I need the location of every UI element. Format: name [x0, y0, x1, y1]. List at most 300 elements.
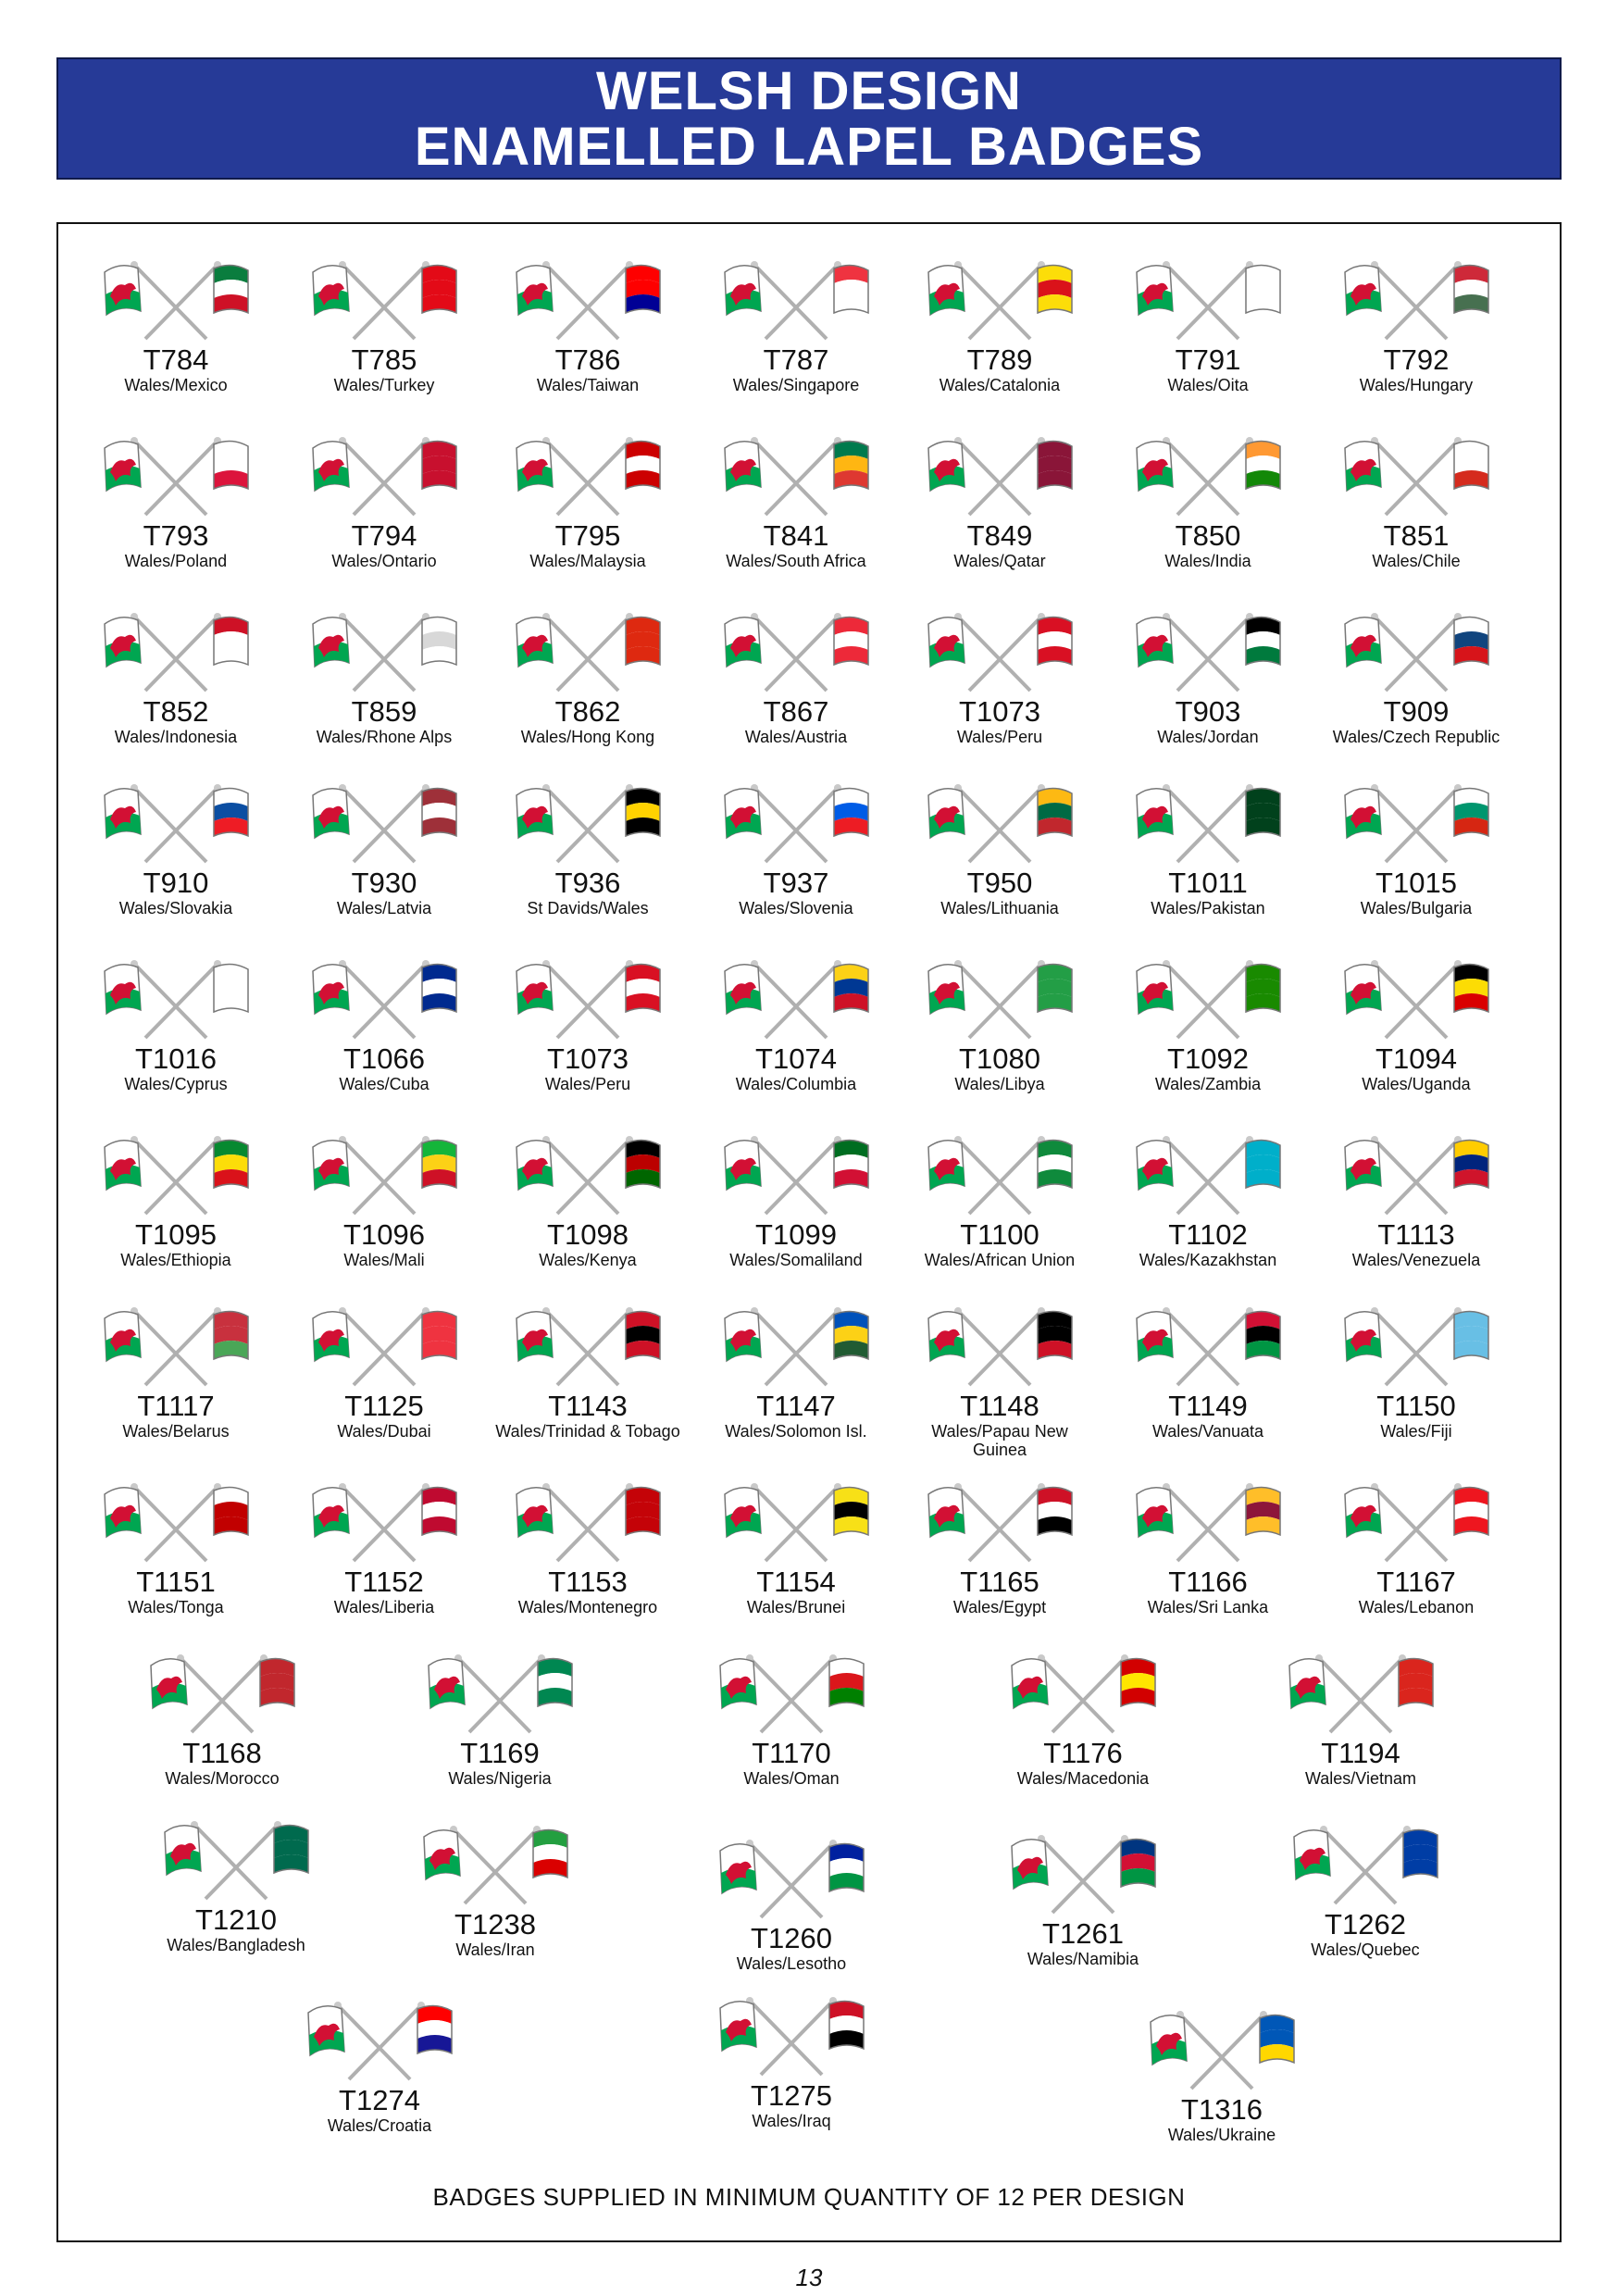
- badge-item: [79, 611, 273, 746]
- badge-country-label: Wales/Vanuata: [1151, 1422, 1264, 1441]
- badge-code: T1261: [1042, 1917, 1124, 1950]
- badge-code: T851: [1383, 519, 1450, 552]
- badge-item: [282, 2000, 477, 2135]
- crossed-flags-badge-icon: [421, 1653, 579, 1736]
- badge-country-label: Wales/Malaysia: [529, 552, 646, 570]
- badge-country-label: Wales/Namibia: [1027, 1950, 1139, 1968]
- badge-country-label: Wales/Lesotho: [736, 1954, 847, 1973]
- badge-country-label: Wales/Zambia: [1154, 1075, 1262, 1093]
- welsh-flag-icon: [1151, 2015, 1187, 2065]
- badge-country-label: Wales/Sri Lanka: [1147, 1598, 1269, 1616]
- badge-item: [491, 611, 685, 746]
- welsh-flag-icon: [105, 1488, 141, 1537]
- badge-country-label: Wales/Mali: [343, 1251, 425, 1269]
- crossed-flags-badge-icon: [1129, 958, 1287, 1042]
- crossed-flags-badge-icon: [97, 611, 255, 694]
- badge-item: [491, 958, 685, 1093]
- badge-country-label: Wales/Ukraine: [1167, 2126, 1276, 2144]
- badge-code: T1080: [959, 1042, 1040, 1075]
- title-line-1: WELSH DESIGN: [596, 61, 1022, 121]
- welsh-flag-icon: [517, 618, 553, 667]
- badge-code: T1150: [1376, 1390, 1456, 1422]
- badge-item: [699, 1134, 893, 1269]
- partner-flag-icon: [626, 265, 660, 313]
- badge-code: T1151: [136, 1566, 216, 1598]
- partner-flag-icon: [1246, 441, 1280, 489]
- badge-country-label: Wales/Croatia: [327, 2116, 432, 2135]
- partner-flag-icon: [626, 788, 660, 836]
- partner-flag-icon: [834, 617, 868, 665]
- partner-flag-icon: [834, 788, 868, 836]
- badge-item: [287, 1305, 481, 1441]
- partner-flag-icon: [533, 1829, 567, 1878]
- badge-country-label: Wales/Liberia: [333, 1598, 435, 1616]
- partner-flag-icon: [1454, 964, 1488, 1012]
- crossed-flags-badge-icon: [921, 435, 1078, 518]
- badge-country-label: Wales/Vietnam: [1304, 1769, 1417, 1788]
- welsh-flag-icon: [928, 789, 965, 838]
- crossed-flags-badge-icon: [305, 958, 463, 1042]
- partner-flag-icon: [829, 1658, 864, 1706]
- partner-flag-icon: [1121, 1839, 1155, 1887]
- welsh-flag-icon: [105, 1312, 141, 1361]
- badge-item: [1111, 1305, 1305, 1441]
- badge-country-label: Wales/Cuba: [339, 1075, 429, 1093]
- partner-flag-icon: [1246, 788, 1280, 836]
- badge-code: T785: [351, 343, 417, 376]
- badge-item: [1319, 1481, 1513, 1616]
- partner-flag-icon: [214, 617, 248, 665]
- welsh-flag-icon: [313, 442, 349, 491]
- badge-code: T1102: [1168, 1218, 1248, 1251]
- partner-flag-icon: [1038, 1487, 1072, 1535]
- welsh-flag-icon: [313, 789, 349, 838]
- welsh-flag-icon: [1137, 266, 1173, 315]
- badge-code: T1098: [547, 1218, 629, 1251]
- badge-country-label: Wales/Quebec: [1311, 1940, 1420, 1959]
- badge-country-label: Wales/Cyprus: [124, 1075, 228, 1093]
- welsh-flag-icon: [105, 789, 141, 838]
- badge-country-label: Wales/Peru: [544, 1075, 631, 1093]
- partner-flag-icon: [422, 1487, 456, 1535]
- partner-flag-icon: [1038, 441, 1072, 489]
- crossed-flags-badge-icon: [1004, 1833, 1162, 1916]
- badge-code: T1100: [960, 1218, 1039, 1251]
- welsh-flag-icon: [313, 1488, 349, 1537]
- badge-code: T1148: [960, 1390, 1039, 1422]
- crossed-flags-badge-icon: [1287, 1824, 1444, 1907]
- partner-flag-icon: [422, 1311, 456, 1359]
- crossed-flags-badge-icon: [1129, 782, 1287, 866]
- crossed-flags-badge-icon: [1338, 1481, 1495, 1565]
- partner-flag-icon: [1403, 1829, 1438, 1878]
- crossed-flags-badge-icon: [713, 1838, 870, 1921]
- crossed-flags-badge-icon: [305, 435, 463, 518]
- badge-item: [491, 435, 685, 570]
- partner-flag-icon: [1246, 1487, 1280, 1535]
- welsh-flag-icon: [105, 266, 141, 315]
- badge-country-label: Wales/Chile: [1372, 552, 1461, 570]
- badge-country-label: Wales/Slovenia: [739, 899, 853, 917]
- crossed-flags-badge-icon: [509, 958, 666, 1042]
- badge-country-label: Wales/Solomon Isl.: [725, 1422, 867, 1441]
- badge-item: [1319, 1305, 1513, 1441]
- badge-item: [694, 1838, 889, 1973]
- badge-code: T909: [1383, 695, 1450, 728]
- crossed-flags-badge-icon: [1129, 611, 1287, 694]
- badge-item: [699, 259, 893, 394]
- crossed-flags-badge-icon: [97, 259, 255, 343]
- badge-country-label: Wales/South Africa: [726, 552, 866, 570]
- badge-country-label: Wales/Latvia: [336, 899, 432, 917]
- crossed-flags-badge-icon: [1129, 1134, 1287, 1217]
- badge-code: T1095: [135, 1218, 217, 1251]
- badge-country-label: Wales/Hungary: [1359, 376, 1474, 394]
- partner-flag-icon: [422, 441, 456, 489]
- welsh-flag-icon: [517, 1312, 553, 1361]
- badge-item: [287, 259, 481, 394]
- welsh-flag-icon: [313, 965, 349, 1014]
- welsh-flag-icon: [313, 1312, 349, 1361]
- partner-flag-icon: [834, 441, 868, 489]
- badge-country-label: Wales/Catalonia: [939, 376, 1061, 394]
- badge-code: T867: [763, 695, 829, 728]
- crossed-flags-badge-icon: [97, 958, 255, 1042]
- badge-country-label: Wales/Turkey: [333, 376, 435, 394]
- welsh-flag-icon: [725, 1312, 761, 1361]
- welsh-flag-icon: [928, 442, 965, 491]
- badge-item: [398, 1824, 592, 1959]
- welsh-flag-icon: [105, 1141, 141, 1190]
- crossed-flags-badge-icon: [921, 611, 1078, 694]
- crossed-flags-badge-icon: [509, 782, 666, 866]
- crossed-flags-badge-icon: [921, 1305, 1078, 1389]
- crossed-flags-badge-icon: [717, 435, 875, 518]
- page-number: 13: [795, 2264, 823, 2291]
- badge-code: T1210: [195, 1903, 277, 1936]
- badge-item: [287, 782, 481, 917]
- welsh-flag-icon: [517, 789, 553, 838]
- badge-item: [491, 1134, 685, 1269]
- partner-flag-icon: [1246, 1140, 1280, 1188]
- welsh-flag-icon: [424, 1830, 460, 1879]
- badge-country-label: Wales/Trinidad & Tobago: [495, 1422, 680, 1441]
- partner-flag-icon: [1038, 1140, 1072, 1188]
- welsh-flag-icon: [725, 1141, 761, 1190]
- welsh-flag-icon: [1345, 1312, 1381, 1361]
- badge-country-label: Wales/Libya: [954, 1075, 1045, 1093]
- badge-country-label: Wales/Lithuania: [940, 899, 1059, 917]
- welsh-flag-icon: [165, 1826, 201, 1875]
- welsh-flag-icon: [151, 1659, 187, 1708]
- badge-item: [79, 782, 273, 917]
- badge-code: T1074: [755, 1042, 837, 1075]
- partner-flag-icon: [1038, 617, 1072, 665]
- badge-item: [287, 611, 481, 746]
- crossed-flags-badge-icon: [1338, 958, 1495, 1042]
- welsh-flag-icon: [313, 1141, 349, 1190]
- badge-code: T1073: [959, 695, 1040, 728]
- crossed-flags-badge-icon: [717, 958, 875, 1042]
- welsh-flag-icon: [1345, 618, 1381, 667]
- badge-code: T849: [966, 519, 1033, 552]
- badge-country-label: Wales/Macedonia: [1016, 1769, 1150, 1788]
- badge-item: [699, 1481, 893, 1616]
- welsh-flag-icon: [429, 1659, 465, 1708]
- crossed-flags-badge-icon: [301, 2000, 458, 2083]
- badge-code: T1066: [343, 1042, 425, 1075]
- welsh-flag-icon: [720, 1659, 756, 1708]
- crossed-flags-badge-icon: [1338, 782, 1495, 866]
- partner-flag-icon: [538, 1658, 572, 1706]
- badge-item: [902, 1481, 1097, 1616]
- badge-item: [287, 1481, 481, 1616]
- welsh-flag-icon: [1012, 1840, 1048, 1889]
- partner-flag-icon: [829, 2001, 864, 2049]
- welsh-flag-icon: [105, 618, 141, 667]
- crossed-flags-badge-icon: [1282, 1653, 1439, 1736]
- partner-flag-icon: [834, 1311, 868, 1359]
- partner-flag-icon: [214, 964, 248, 1012]
- badge-country-label: Wales/Montenegro: [517, 1598, 658, 1616]
- badge-country-label: Wales/Venezuela: [1351, 1251, 1481, 1269]
- badge-country-label: Wales/Czech Republic: [1332, 728, 1500, 746]
- partner-flag-icon: [626, 1311, 660, 1359]
- partner-flag-icon: [274, 1825, 308, 1873]
- minimum-quantity-note: BADGES SUPPLIED IN MINIMUM QUANTITY OF 12 PER DESIGN: [432, 2183, 1186, 2211]
- welsh-flag-icon: [1012, 1659, 1048, 1708]
- badge-code: T1015: [1375, 867, 1457, 899]
- badge-code: T1166: [1168, 1566, 1248, 1598]
- crossed-flags-badge-icon: [717, 611, 875, 694]
- partner-flag-icon: [834, 1487, 868, 1535]
- badge-code: T791: [1175, 343, 1241, 376]
- badge-country-label: Wales/Ontario: [331, 552, 437, 570]
- welsh-flag-icon: [725, 965, 761, 1014]
- badge-item: [902, 435, 1097, 570]
- badge-item: [902, 259, 1097, 394]
- partner-flag-icon: [626, 441, 660, 489]
- welsh-flag-icon: [313, 266, 349, 315]
- badge-item: [699, 611, 893, 746]
- badge-item: [1111, 435, 1305, 570]
- welsh-flag-icon: [1137, 965, 1173, 1014]
- crossed-flags-badge-icon: [417, 1824, 574, 1907]
- badge-country-label: Wales/Nigeria: [448, 1769, 552, 1788]
- badge-item: [986, 1833, 1180, 1968]
- badge-country-label: Wales/Tonga: [128, 1598, 224, 1616]
- crossed-flags-badge-icon: [1143, 2009, 1301, 2092]
- partner-flag-icon: [1260, 2015, 1294, 2063]
- crossed-flags-badge-icon: [717, 782, 875, 866]
- welsh-flag-icon: [1137, 1141, 1173, 1190]
- badge-item: [699, 958, 893, 1093]
- partner-flag-icon: [1246, 617, 1280, 665]
- partner-flag-icon: [1121, 1658, 1155, 1706]
- partner-flag-icon: [214, 265, 248, 313]
- badge-code: T1170: [752, 1737, 831, 1769]
- badge-code: T1176: [1043, 1737, 1123, 1769]
- badge-item: [902, 782, 1097, 917]
- crossed-flags-badge-icon: [509, 1481, 666, 1565]
- welsh-flag-icon: [1294, 1830, 1330, 1879]
- badge-code: T1113: [1377, 1218, 1455, 1251]
- welsh-flag-icon: [1137, 618, 1173, 667]
- badge-country-label: Wales/Brunei: [746, 1598, 846, 1616]
- partner-flag-icon: [834, 1140, 868, 1188]
- welsh-flag-icon: [928, 618, 965, 667]
- crossed-flags-badge-icon: [97, 782, 255, 866]
- crossed-flags-badge-icon: [97, 435, 255, 518]
- partner-flag-icon: [422, 265, 456, 313]
- partner-flag-icon: [214, 441, 248, 489]
- partner-flag-icon: [1454, 1140, 1488, 1188]
- welsh-flag-icon: [517, 1488, 553, 1537]
- badge-code: T784: [143, 343, 209, 376]
- badge-country-label: Wales/Kenya: [539, 1251, 637, 1269]
- badge-country-label: Wales/Oita: [1167, 376, 1249, 394]
- badge-code: T841: [763, 519, 829, 552]
- welsh-flag-icon: [517, 965, 553, 1014]
- badge-country-label: Wales/Hong Kong: [520, 728, 655, 746]
- badge-item: [1319, 611, 1513, 746]
- welsh-flag-icon: [725, 266, 761, 315]
- badge-item: [1111, 611, 1305, 746]
- crossed-flags-badge-icon: [921, 1481, 1078, 1565]
- badge-country-label: Wales/Bulgaria: [1360, 899, 1473, 917]
- partner-flag-icon: [1454, 1487, 1488, 1535]
- crossed-flags-badge-icon: [157, 1819, 315, 1903]
- crossed-flags-badge-icon: [305, 611, 463, 694]
- badge-item: [1111, 1134, 1305, 1269]
- badge-code: T1016: [135, 1042, 217, 1075]
- crossed-flags-badge-icon: [305, 1481, 463, 1565]
- crossed-flags-badge-icon: [1338, 1305, 1495, 1389]
- badge-code: T1260: [751, 1922, 832, 1954]
- badge-code: T1073: [547, 1042, 629, 1075]
- welsh-flag-icon: [1345, 1488, 1381, 1537]
- welsh-flag-icon: [725, 618, 761, 667]
- badge-country-label: Wales/Jordan: [1157, 728, 1259, 746]
- partner-flag-icon: [1246, 265, 1280, 313]
- welsh-flag-icon: [308, 2006, 344, 2055]
- badge-item: [699, 435, 893, 570]
- partner-flag-icon: [1038, 964, 1072, 1012]
- partner-flag-icon: [417, 2005, 452, 2053]
- badge-item: [1319, 958, 1513, 1093]
- badge-code: T1147: [756, 1390, 836, 1422]
- crossed-flags-badge-icon: [1004, 1653, 1162, 1736]
- crossed-flags-badge-icon: [921, 958, 1078, 1042]
- badge-code: T930: [351, 867, 417, 899]
- welsh-flag-icon: [1137, 442, 1173, 491]
- badge-country-label: Wales/Mexico: [124, 376, 228, 394]
- badge-country-label: Wales/Peru: [956, 728, 1043, 746]
- crossed-flags-badge-icon: [717, 259, 875, 343]
- crossed-flags-badge-icon: [509, 435, 666, 518]
- crossed-flags-badge-icon: [305, 1134, 463, 1217]
- badge-code: T910: [143, 867, 209, 899]
- partner-flag-icon: [214, 1311, 248, 1359]
- badge-item: [139, 1819, 333, 1954]
- welsh-flag-icon: [725, 789, 761, 838]
- crossed-flags-badge-icon: [921, 259, 1078, 343]
- badge-country-label: Wales/Singapore: [732, 376, 860, 394]
- badge-item: [79, 1134, 273, 1269]
- welsh-flag-icon: [105, 442, 141, 491]
- welsh-flag-icon: [1289, 1659, 1326, 1708]
- crossed-flags-badge-icon: [717, 1481, 875, 1565]
- badge-item: [902, 611, 1097, 746]
- badge-code: T1094: [1375, 1042, 1457, 1075]
- badge-item: [1263, 1653, 1458, 1788]
- badge-code: T950: [966, 867, 1033, 899]
- badge-country-label: Wales/Slovakia: [118, 899, 233, 917]
- badge-code: T793: [143, 519, 209, 552]
- welsh-flag-icon: [720, 2002, 756, 2051]
- badge-code: T1125: [344, 1390, 424, 1422]
- partner-flag-icon: [1246, 964, 1280, 1012]
- partner-flag-icon: [1454, 788, 1488, 836]
- badge-code: T1149: [1168, 1390, 1248, 1422]
- badge-country-label: Wales/India: [1164, 552, 1251, 570]
- partner-flag-icon: [834, 964, 868, 1012]
- welsh-flag-icon: [1345, 965, 1381, 1014]
- badge-item: [1268, 1824, 1462, 1959]
- welsh-flag-icon: [725, 442, 761, 491]
- crossed-flags-badge-icon: [717, 1134, 875, 1217]
- badge-item: [79, 259, 273, 394]
- badge-country-label: Wales/Bangladesh: [167, 1936, 305, 1954]
- crossed-flags-badge-icon: [509, 1305, 666, 1389]
- badge-item: [1319, 782, 1513, 917]
- badge-item: [1111, 958, 1305, 1093]
- badge-country-label: Wales/Pakistan: [1151, 899, 1265, 917]
- badge-item: [699, 1305, 893, 1441]
- crossed-flags-badge-icon: [305, 1305, 463, 1389]
- badge-item: [287, 435, 481, 570]
- badge-item: [125, 1653, 319, 1788]
- badge-code: T1194: [1321, 1737, 1400, 1769]
- crossed-flags-badge-icon: [921, 1134, 1078, 1217]
- welsh-flag-icon: [1137, 1488, 1173, 1537]
- badge-item: [902, 958, 1097, 1093]
- badge-country-label: Wales/Egypt: [952, 1598, 1047, 1616]
- badge-item: [1111, 782, 1305, 917]
- partner-flag-icon: [422, 788, 456, 836]
- badge-code: T1262: [1325, 1908, 1406, 1940]
- crossed-flags-badge-icon: [713, 1995, 870, 2078]
- badge-item: [491, 1481, 685, 1616]
- partner-flag-icon: [1454, 1311, 1488, 1359]
- badge-country-label: Wales/Taiwan: [536, 376, 640, 394]
- welsh-flag-icon: [928, 1312, 965, 1361]
- welsh-flag-icon: [517, 442, 553, 491]
- partner-flag-icon: [626, 1487, 660, 1535]
- badge-item: [491, 259, 685, 394]
- badge-item: [699, 782, 893, 917]
- badge-item: [1111, 1481, 1305, 1616]
- crossed-flags-badge-icon: [143, 1653, 301, 1736]
- badge-code: T794: [351, 519, 417, 552]
- badge-country-label: Wales/Ethiopia: [120, 1251, 231, 1269]
- badge-code: T795: [554, 519, 621, 552]
- badge-item: [902, 1134, 1097, 1269]
- crossed-flags-badge-icon: [717, 1305, 875, 1389]
- badge-code: T1092: [1167, 1042, 1249, 1075]
- badge-country-label: Wales/African Union: [924, 1251, 1076, 1269]
- welsh-flag-icon: [313, 618, 349, 667]
